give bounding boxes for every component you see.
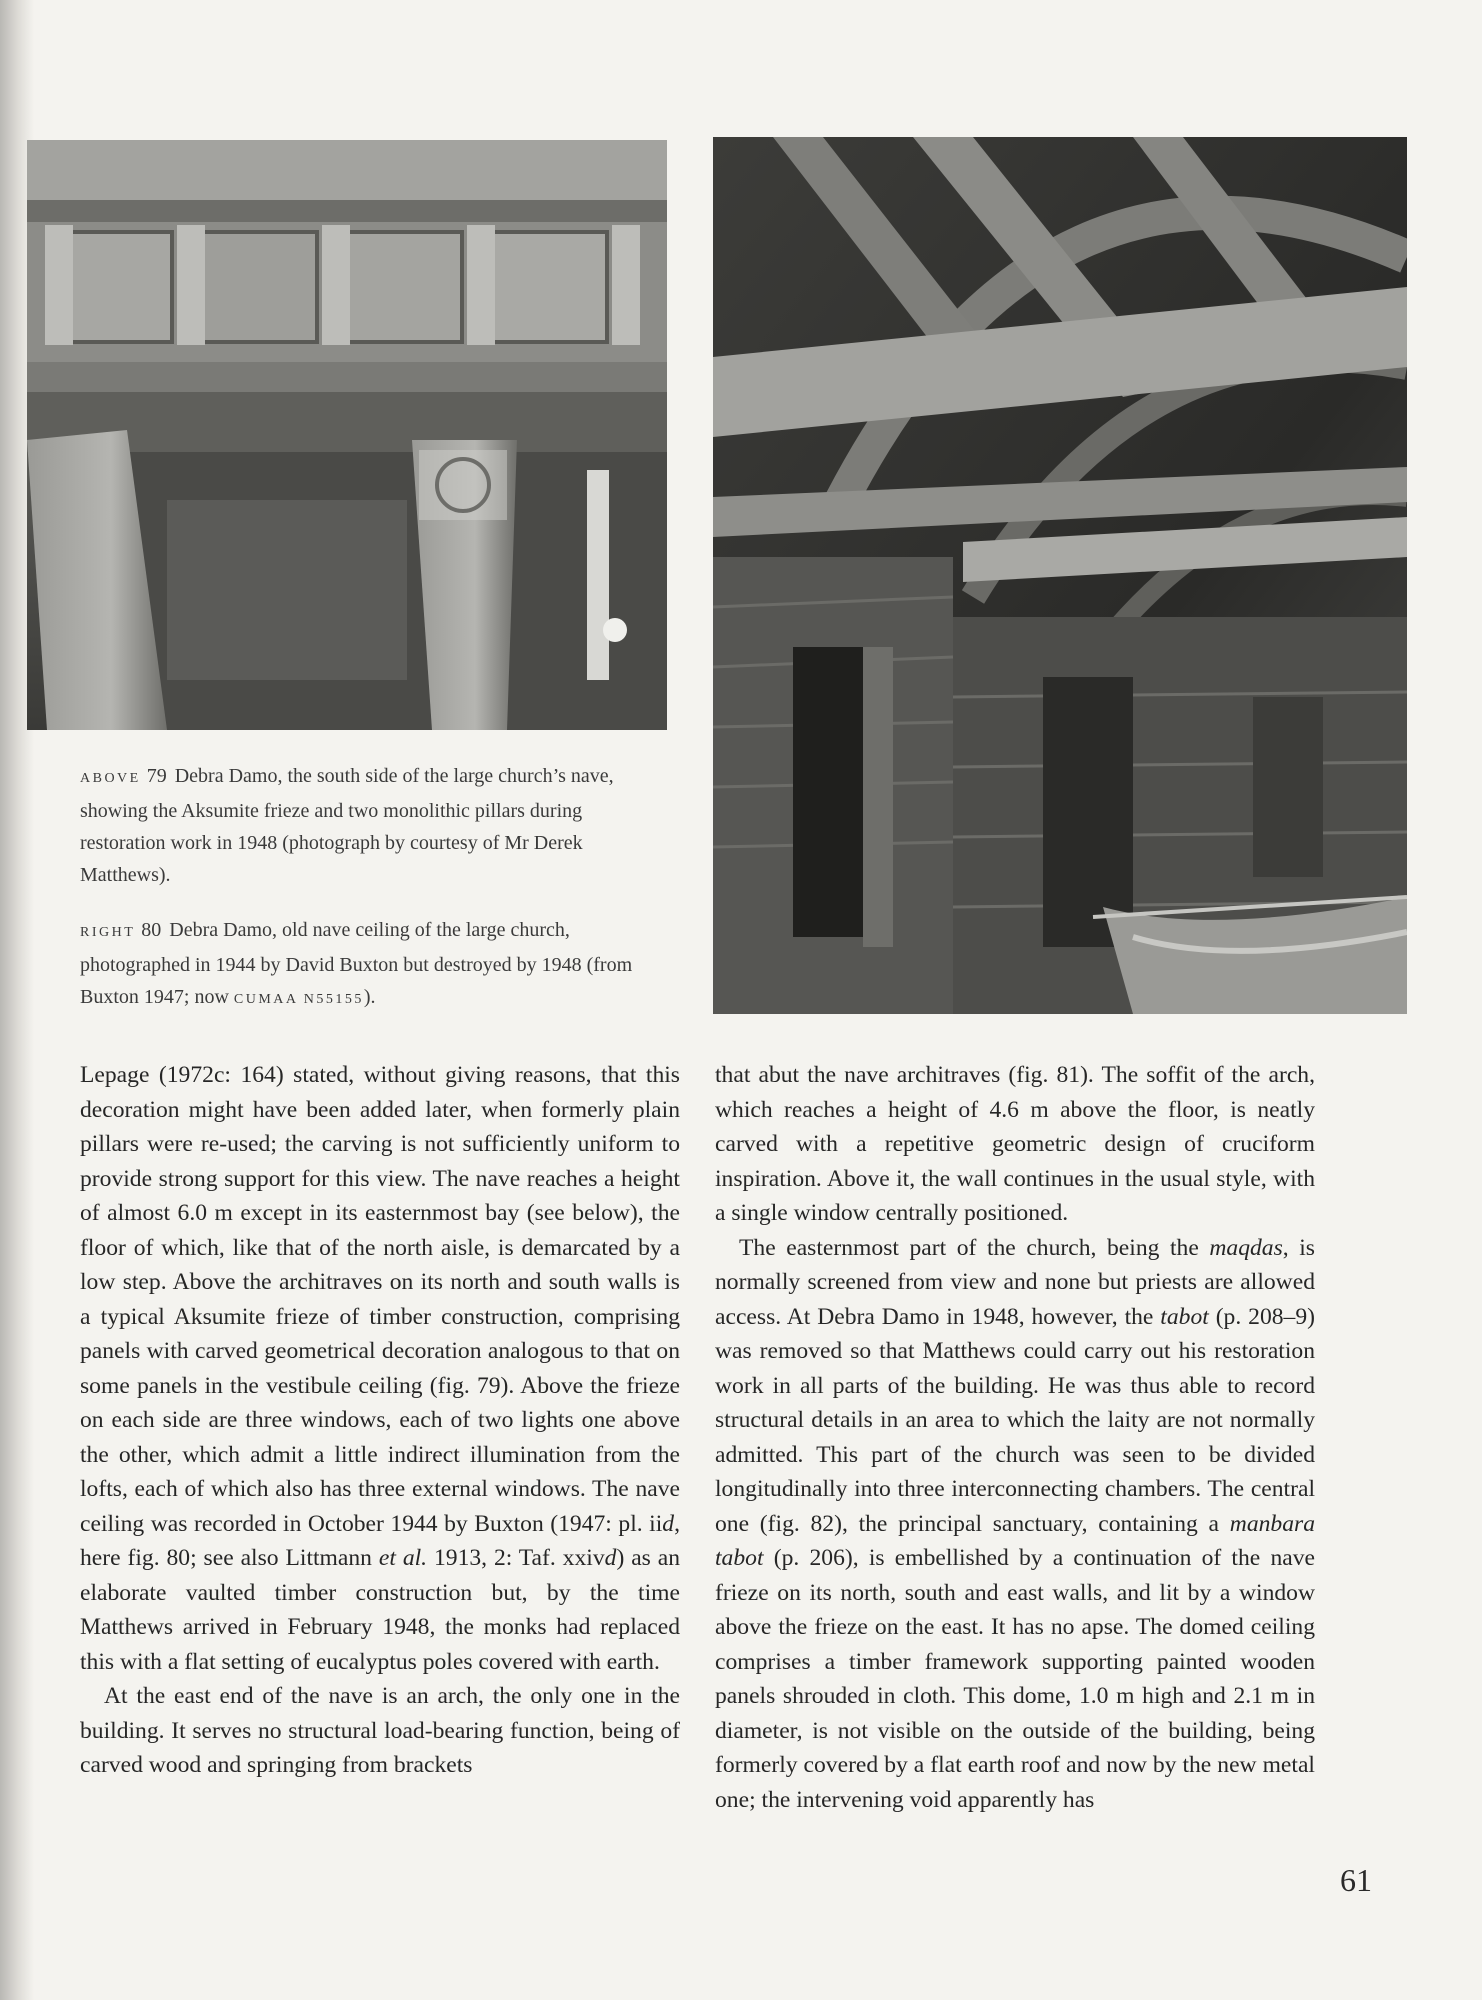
body-paragraph [80, 1679, 680, 1783]
body-paragraph [715, 1231, 1315, 1818]
body-paragraph [715, 1058, 1315, 1231]
photo-fig-80-nave-ceiling [713, 137, 1407, 1014]
photo-fig-79-frieze-pillars [27, 140, 667, 730]
body-text: (p. 208–9) was removed so that Matthews could carry out his restoration work in all parts of the building. He was thus able to record structural details in an area to which the laity are not normally admitted. This part of the church was seen to be divided longitudinally into three interconnecting chambers. The central one (fig. 82), the principal sanctuary, containing a [715, 1303, 1315, 1537]
caption-fig-79 [80, 760, 660, 891]
caption-80-number: 80 [141, 919, 162, 941]
body-text: (p. 206), is embellished by a continuation of the nave frieze on its north, south and east walls, and lit by a window above the frieze on the east. It has no apse. The domed ceiling comprises a timber framework supporting painted wooden panels shrouded in cloth. This dome, 1.0 m high and 2.1 m in diameter, is not visible on the outside of the building, being formerly covered by a flat earth roof and now by the new metal one; the intervening void apparently has [715, 1545, 1315, 1813]
body-text-italic: tabot [1160, 1303, 1209, 1330]
caption-79-text: Debra Damo, the south side of the large church’s nave, showing the Aksumite frieze and two monolithic pillars during restoration work in 1948 (photograph by courtesy of Mr Derek Matthews). [80, 765, 614, 886]
body-text: ) as an elaborate vaulted timber construction but, by the time Matthews arrived in February 1948, the monks had replaced this with a flat setting of eucalyptus poles covered with earth. [80, 1545, 681, 1675]
caption-80-text-end: ). [363, 986, 376, 1008]
body-text: Lepage (1972c: 164) stated, without giving reasons, that this decoration might have been added later, when formerly plain pillars were re-used; the carving is not sufficiently uniform to provide strong support for this view. The nave reaches a height of almost 6.0 m except in its easternmost bay (see below), the floor of which, like that of the north aisle, is demarcated by a low step. Above the architraves on its north and south walls is a typical Aksumite frieze of timber construction, comprising panels with carved geometrical decoration analogous to that on some panels in the vestibule ceiling (fig. 79). Above the frieze on each side are three windows, each of two lights one above the other, which admit a little indirect illumination from the lofts, each of which also has three external windows. The nave ceiling was recorded in October 1944 by Buxton (1947: pl. ii [80, 1062, 680, 1537]
body-text: At the east end of the nave is an arch, the only one in the building. It serves no structural load-bearing function, being of carved wood and springing from brackets [80, 1683, 680, 1778]
caption-79-label: ABOVE [80, 771, 141, 786]
body-text: , here fig. 80; see also Littmann [80, 1510, 680, 1571]
body-text: , is normally screened from view and none but priests are allowed access. At Debra Damo in 1948, however, the [715, 1234, 1315, 1330]
page-number: 61 [1340, 1862, 1372, 1898]
caption-79-number: 79 [146, 765, 167, 787]
caption-80-label: RIGHT [80, 925, 136, 940]
body-column-left [80, 1058, 680, 1858]
body-text-italic: et al. [378, 1545, 428, 1571]
body-text-italic: d [662, 1510, 675, 1537]
body-text-italic: manbara tabot [715, 1510, 1315, 1571]
body-text: that abut the nave architraves (fig. 81). The soffit of the arch, which reaches a height of 4.6 m above the floor, is neatly carved with a repetitive geometric design of cruciform inspiration. Above it, the wall continues in the usual style, with a single window centrally positioned. [715, 1062, 1315, 1226]
caption-80-archive-ref: CUMAA N55155 [233, 992, 364, 1007]
caption-fig-80 [80, 914, 660, 1016]
body-text-italic: d [604, 1545, 617, 1571]
body-text: 1913, 2: Taf. xxiv [427, 1545, 605, 1571]
caption-80-text: Debra Damo, old nave ceiling of the large church, photographed in 1944 by David Buxton but destroyed by 1948 (from Buxton 1947; now [80, 919, 633, 1008]
body-column-right [715, 1058, 1315, 1858]
body-paragraph [80, 1058, 680, 1679]
body-text: The easternmost part of the church, being the [739, 1234, 1210, 1261]
body-text-italic: maqdas [1209, 1234, 1283, 1261]
